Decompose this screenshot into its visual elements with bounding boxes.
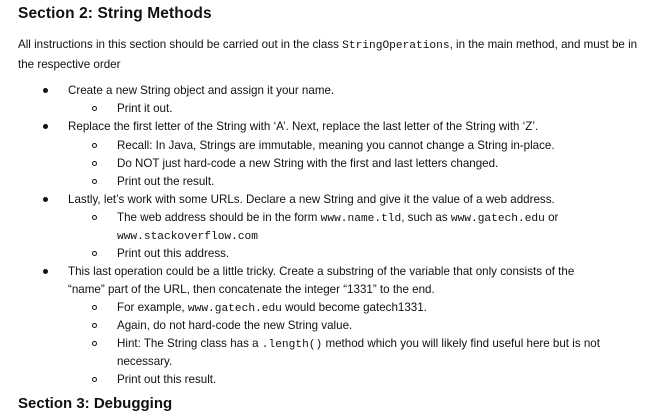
sub-item-4-1 [117, 299, 427, 319]
sub-item-3-1 [117, 209, 558, 229]
intro-text-start: All instructions in this section should be carried out in the class [18, 38, 343, 51]
web-address-format-code: www.name.tld [320, 213, 402, 225]
sub-item-2-1: Recall: In Java, Strings are immutable, meaning you cannot change a String in-place. [117, 139, 555, 152]
list-item-2: Replace the first letter of the String with ‘A’. Next, replace the last letter of the String with ‘Z’. [68, 120, 539, 133]
bullet-icon [43, 88, 48, 93]
next-section-title: Section 3: Debugging [18, 395, 173, 412]
bullet-icon [43, 269, 48, 274]
bullet-icon [43, 124, 48, 129]
intro-text-end: , in the main method, and must be in the respective order [18, 38, 638, 71]
sub-item-2-2: Do NOT just hard-code a new String with the first and last letters changed. [117, 157, 499, 170]
sub-item-1-1: Print it out. [117, 102, 173, 115]
sub-bullet-icon [92, 251, 97, 256]
sub-item-4-3-text-b: method which you will likely find useful here but is not [322, 337, 600, 350]
sub-bullet-icon [92, 143, 97, 148]
sub-bullet-icon [92, 161, 97, 166]
sub-item-4-2: Again, do not hard-code the new String value. [117, 319, 353, 332]
sub-bullet-icon [92, 377, 97, 382]
sub-bullet-icon [92, 341, 97, 346]
list-item-1: Create a new String object and assign it your name. [68, 84, 335, 97]
section-title: Section 2: String Methods [18, 5, 212, 22]
bullet-icon [43, 197, 48, 202]
sub-bullet-icon [92, 323, 97, 328]
sub-item-3-2: Print out this address. [117, 247, 230, 260]
sub-item-2-3: Print out the result. [117, 175, 215, 188]
sub-item-4-4: Print out this result. [117, 373, 217, 386]
sub-item-4-3-text-a: Hint: The String class has a [117, 337, 262, 350]
sub-item-4-1-text-b: would become gatech1331. [281, 301, 427, 314]
sub-bullet-icon [92, 106, 97, 111]
sub-bullet-icon [92, 179, 97, 184]
list-item-4-line1: This last operation could be a little tricky. Create a substring of the variable that only consists of the [68, 265, 575, 278]
sub-bullet-icon [92, 215, 97, 220]
intro-paragraph [18, 36, 638, 73]
stackoverflow-url-code: www.stackoverflow.com [117, 231, 258, 243]
list-item-4-line2: “name” part of the URL, then concatenate the integer “1331” to the end. [68, 283, 435, 296]
sub-item-3-1-line2 [117, 227, 258, 247]
sub-item-3-1-text-b: , such as [401, 211, 451, 224]
sub-item-4-1-text-a: For example, [117, 301, 188, 314]
sub-item-3-1-text-c: or [544, 211, 559, 224]
gatech-url-code: www.gatech.edu [450, 213, 545, 225]
sub-item-4-3 [117, 335, 600, 355]
length-method-code: .length() [261, 339, 323, 351]
example-url-code: www.gatech.edu [187, 303, 282, 315]
intro-class-name: StringOperations [342, 40, 450, 52]
sub-item-4-3-line2: necessary. [117, 355, 173, 368]
sub-bullet-icon [92, 305, 97, 310]
list-item-3: Lastly, let’s work with some URLs. Declare a new String and give it the value of a web address. [68, 193, 555, 206]
sub-item-3-1-text-a: The web address should be in the form [117, 211, 321, 224]
